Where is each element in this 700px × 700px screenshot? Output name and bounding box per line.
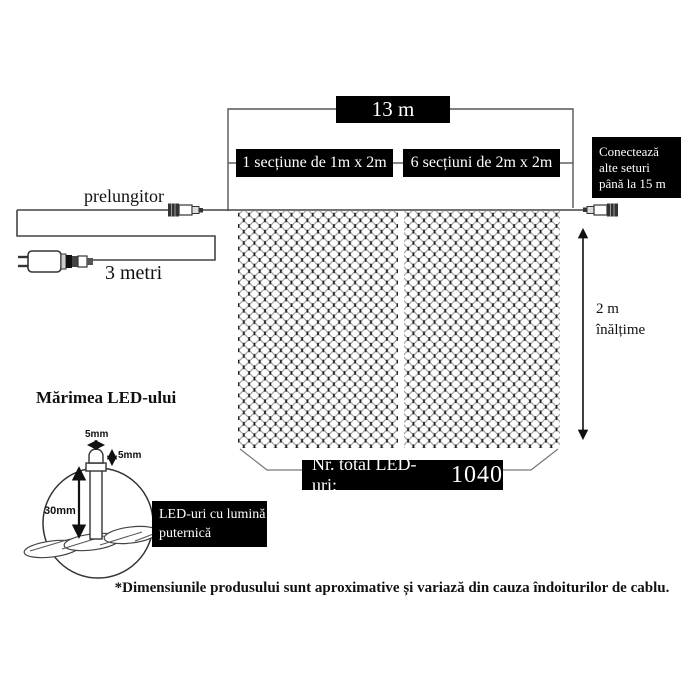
end-connector-icon	[583, 204, 618, 217]
total-leds-value: 1040	[451, 461, 503, 488]
total-leds-box	[302, 454, 503, 495]
connect-note-box	[592, 137, 681, 198]
connect-note-line1: Conectează	[599, 143, 659, 159]
total-leds-label: Nr. total LED-uri:	[312, 454, 417, 495]
power-plug-icon	[18, 251, 93, 272]
led-note-line1: LED-uri cu lumină	[159, 507, 266, 522]
cord-length-label: 3 metri	[105, 262, 163, 284]
tube-length-value: 30mm	[44, 505, 76, 517]
section6-box	[403, 149, 560, 177]
led-tube	[90, 470, 102, 539]
section1-box	[236, 149, 393, 177]
led-bulb-dome	[89, 449, 103, 463]
net-panel-right	[404, 211, 560, 448]
extension-label: prelungitor	[84, 186, 164, 206]
connect-note-line3: până la 15 m	[599, 175, 666, 191]
disclaimer-text: *Dimensiunile produsului sunt aproximative și variază din cauza îndoiturilor de cablu.	[114, 580, 670, 596]
height-note	[596, 299, 645, 341]
height-note-line2: înălțime	[596, 322, 646, 338]
led-collar	[86, 463, 106, 471]
height-note-line1: 2 m	[596, 301, 619, 317]
net-panel-left	[238, 211, 398, 448]
connect-note-line2: alte seturi	[599, 159, 650, 175]
section6-label: 6 secțiuni de 2m x 2m	[410, 154, 553, 171]
led-note-line2: puternică	[159, 526, 212, 541]
led-size-title: Mărimea LED-ului	[36, 388, 177, 407]
bulb-tip-value: 5mm	[118, 450, 142, 461]
section1-label: 1 secțiune de 1m x 2m	[242, 154, 387, 171]
bulb-width-value: 5mm	[85, 429, 109, 440]
led-note-box	[152, 501, 267, 547]
led-net-panels	[238, 211, 560, 448]
inline-connector-icon	[168, 204, 203, 217]
total-width-box	[336, 96, 450, 123]
total-width-label: 13 m	[371, 97, 415, 121]
